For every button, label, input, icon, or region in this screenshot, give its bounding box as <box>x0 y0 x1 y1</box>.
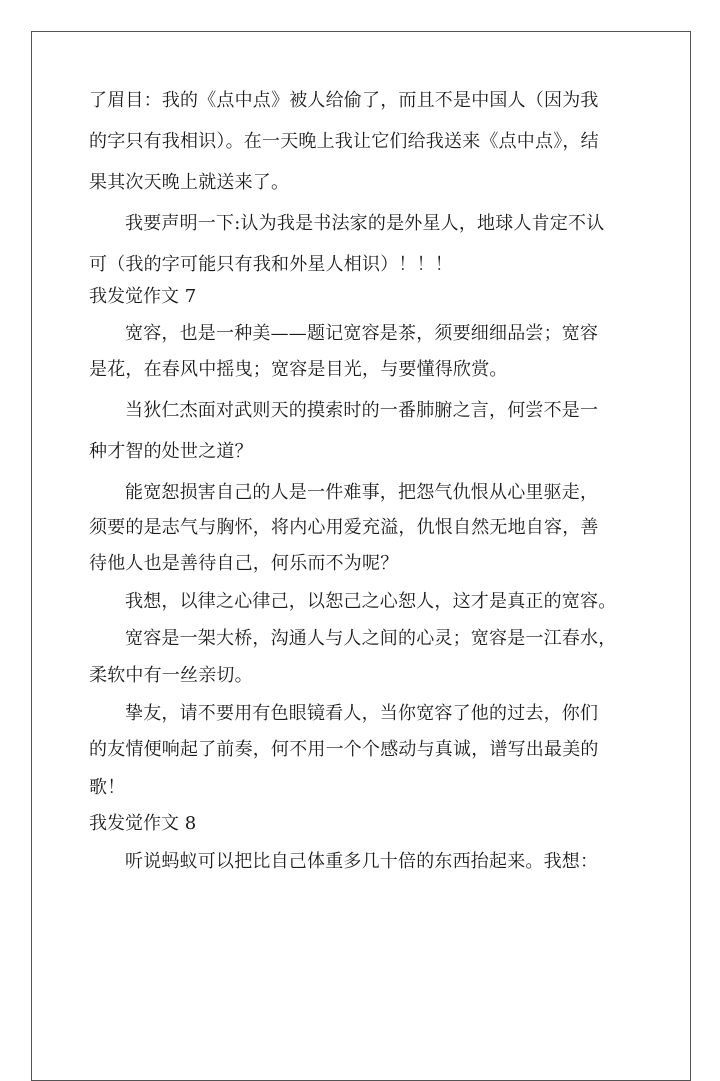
paragraph-line: 的字只有我相识）。在一天晚上我让它们给我送来《点中点》，结 <box>89 131 599 152</box>
paragraph-line: 须要的是志气与胸怀，将内心用爱充溢，仇恨自然无地自容，善 <box>89 517 599 538</box>
paragraph-line: 我要声明一下:认为我是书法家的是外星人，地球人肯定不认 <box>125 213 605 234</box>
paragraph-line: 我想，以律之心律己，以恕己之心恕人，这才是真正的宽容。 <box>125 591 617 612</box>
paragraph-line: 的友情便响起了前奏，何不用一个个感动与真诚，谱写出最美的 <box>89 739 599 760</box>
paragraph-line: 宽容，也是一种美——题记宽容是茶，须要细细品尝；宽容 <box>125 323 599 344</box>
paragraph-line: 可（我的字可能只有我和外星人相识）！！！ <box>89 254 453 275</box>
section-heading: 我发觉作文 7 <box>89 286 197 307</box>
paragraph-line: 种才智的处世之道？ <box>89 441 253 462</box>
paragraph-line: 是花，在春风中摇曳；宽容是目光，与要懂得欣赏。 <box>89 359 508 380</box>
paragraph-line: 宽容是一架大桥，沟通人与人之间的心灵；宽容是一江春水， <box>125 628 617 649</box>
paragraph-line: 当狄仁杰面对武则天的摸索时的一番肺腑之言，何尝不是一 <box>125 400 599 421</box>
paragraph-line: 了眉目：我的《点中点》被人给偷了，而且不是中国人（因为我 <box>89 90 599 111</box>
paragraph-line: 听说蚂蚁可以把比自己体重多几十倍的东西抬起来。我想： <box>125 851 599 872</box>
section-heading: 我发觉作文 8 <box>89 813 197 834</box>
paragraph-line: 歌！ <box>89 777 126 798</box>
paragraph-line: 果其次天晚上就送来了。 <box>89 172 290 193</box>
paragraph-line: 能宽恕损害自己的人是一件难事，把怨气仇恨从心里驱走， <box>125 482 599 503</box>
paragraph-line: 挚友，请不要用有色眼镜看人，当你宽容了他的过去，你们 <box>125 703 599 724</box>
paragraph-line: 柔软中有一丝亲切。 <box>89 665 253 686</box>
paragraph-line: 待他人也是善待自己，何乐而不为呢？ <box>89 553 399 574</box>
